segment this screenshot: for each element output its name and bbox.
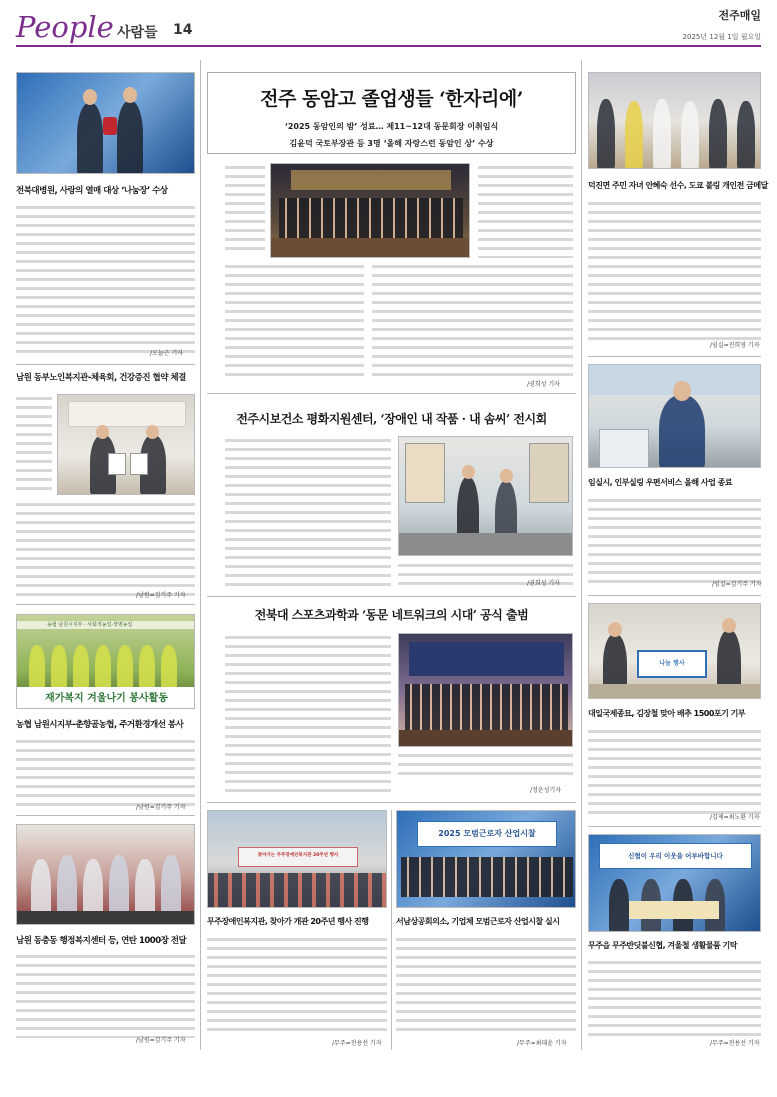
featured-title: 전주 동암고 졸업생들 ‘한자리에’ [260, 88, 523, 110]
left-article-2-title: 남원 동부노인복지관-체육회, 건강증진 협약 체결 [16, 373, 186, 383]
photo-alumni [270, 163, 470, 258]
banner-tour-text: 2025 모범근로자 산업시찰 [438, 829, 536, 838]
left-article-4-title: 남원 동충동 행정복지센터 등, 연탄 1000장 전달 [16, 936, 187, 946]
right-article-4-body [588, 958, 761, 1036]
sports-body [225, 633, 391, 798]
right-article-1-title: 덕진면 주민 자녀 안혜숙 선수, 도쿄 볼링 개인전 금메달 [588, 181, 768, 190]
left-article-1-title: 전북대병원, 사랑의 열매 대상 ‘나눔장’ 수상 [16, 186, 168, 196]
photo-sports-alumni [398, 633, 573, 747]
right-article-1-byline: /임실=진희영 기자 [710, 342, 760, 349]
right-article-2-byline: /임실=김기주 기자 [712, 581, 762, 588]
left-article-3-byline: /남원=김기주 기자 [136, 804, 186, 811]
left-article-1-byline: /오늘근 기자 [150, 350, 183, 357]
pyeonghwa-title: 전주시보건소 평화지원센터, ‘장애인 내 작품 · 내 솜씨’ 전시회 [236, 412, 547, 426]
right-article-4-title: 무주읍 무주반딧불신협, 겨울철 생활물품 기탁 [588, 941, 738, 950]
banner-top-text: 농협 남원시지부 · 사회적농업·생명농업 [47, 622, 133, 628]
featured-subtitle-2: 김윤덕 국토부장관 등 3명 ‘올해 자랑스런 동암인 상’ 수상 [289, 139, 494, 148]
section-title-korean: 사람들 [117, 25, 158, 41]
sports-byline: /정운성기자 [530, 787, 562, 794]
right-article-1-body [588, 199, 761, 345]
sports-title: 전북대 스포츠과학과 ‘동문 네트워크의 시대’ 공식 출범 [254, 608, 529, 622]
featured-body-col-1b [225, 262, 364, 382]
photo-exhibition [398, 436, 573, 556]
right-article-4-byline: /무주=전용선 기자 [710, 1040, 760, 1047]
photo-briquette [16, 824, 195, 925]
left-article-2-byline: /남원=김기주 기자 [136, 592, 186, 599]
bottom-article-2-byline: /무주=최대윤 기자 [517, 1040, 567, 1047]
left-article-3-body [16, 737, 195, 807]
featured-body-col-3 [372, 262, 573, 382]
section-title: People [16, 10, 114, 44]
banner-anniversary-text: 찾아가는 무주장애인복지관 20주년 행사 [257, 853, 339, 858]
masthead-rule [16, 45, 761, 47]
right-article-2-body [588, 496, 761, 584]
featured-subtitle-1: ‘2025 동암인의 밤’ 성료… 제11~12대 동문회장 이취임식 [284, 122, 499, 131]
bottom-article-1-body [207, 935, 387, 1035]
banner-volunteer-text: 재가복지 겨울나기 봉사활동 [45, 693, 168, 704]
page-number: 14 [173, 22, 193, 38]
left-article-4-body [16, 952, 195, 1038]
banner-cabbage-text: 나눔 행사 [659, 660, 685, 667]
bottom-article-1-title: 무주장애인복지관, 찾아가 개관 20주년 행사 진행 [207, 917, 369, 926]
featured-body-col-1 [225, 163, 265, 255]
photo-volunteer [16, 614, 195, 709]
right-article-3-title: 대일국제종묘, 김장철 맞아 배추 1500포기 기부 [588, 709, 746, 718]
photo-shinhyup [588, 834, 761, 932]
left-article-3-title: 농협 남원시지부-춘향골농협, 주거환경개선 봉사 [16, 720, 184, 730]
left-article-1-body [16, 203, 195, 355]
bottom-article-2-body [396, 935, 576, 1035]
left-article-2-body [16, 500, 195, 596]
paper-name: 전주매일 [718, 9, 761, 22]
right-article-2-title: 임실시, 인부실링 우편서비스 올해 사업 종료 [588, 478, 733, 487]
photo-anniversary [207, 810, 387, 908]
photo-worker-tour [396, 810, 576, 908]
photo-postal-service [588, 364, 761, 468]
bottom-article-1-byline: /무주=전용선 기자 [332, 1040, 382, 1047]
photo-award [16, 72, 195, 174]
pyeonghwa-body [225, 436, 391, 588]
photo-agreement [57, 394, 195, 495]
photo-bowling [588, 72, 761, 169]
issue-date: 2025년 12월 1일 월요일 [682, 33, 761, 41]
left-article-4-byline: /남원=김기주 기자 [136, 1037, 186, 1044]
featured-byline: /권희성 기자 [527, 381, 560, 388]
sports-body-2 [398, 751, 573, 781]
bottom-article-2-title: 서남상공회의소, 기업체 모범근로자 산업시찰 실시 [396, 917, 560, 926]
left-article-2-body-top [16, 394, 52, 496]
featured-body-col-2 [478, 163, 573, 258]
banner-shinhyup-text: 신협이 우리 이웃을 어부바합니다 [628, 852, 723, 860]
right-article-3-body [588, 727, 761, 815]
pyeonghwa-byline: /권희성 기자 [527, 580, 560, 587]
right-article-3-byline: /김제=최노환 기자 [710, 814, 760, 821]
photo-cabbage-donation [588, 603, 761, 699]
masthead [0, 0, 777, 50]
